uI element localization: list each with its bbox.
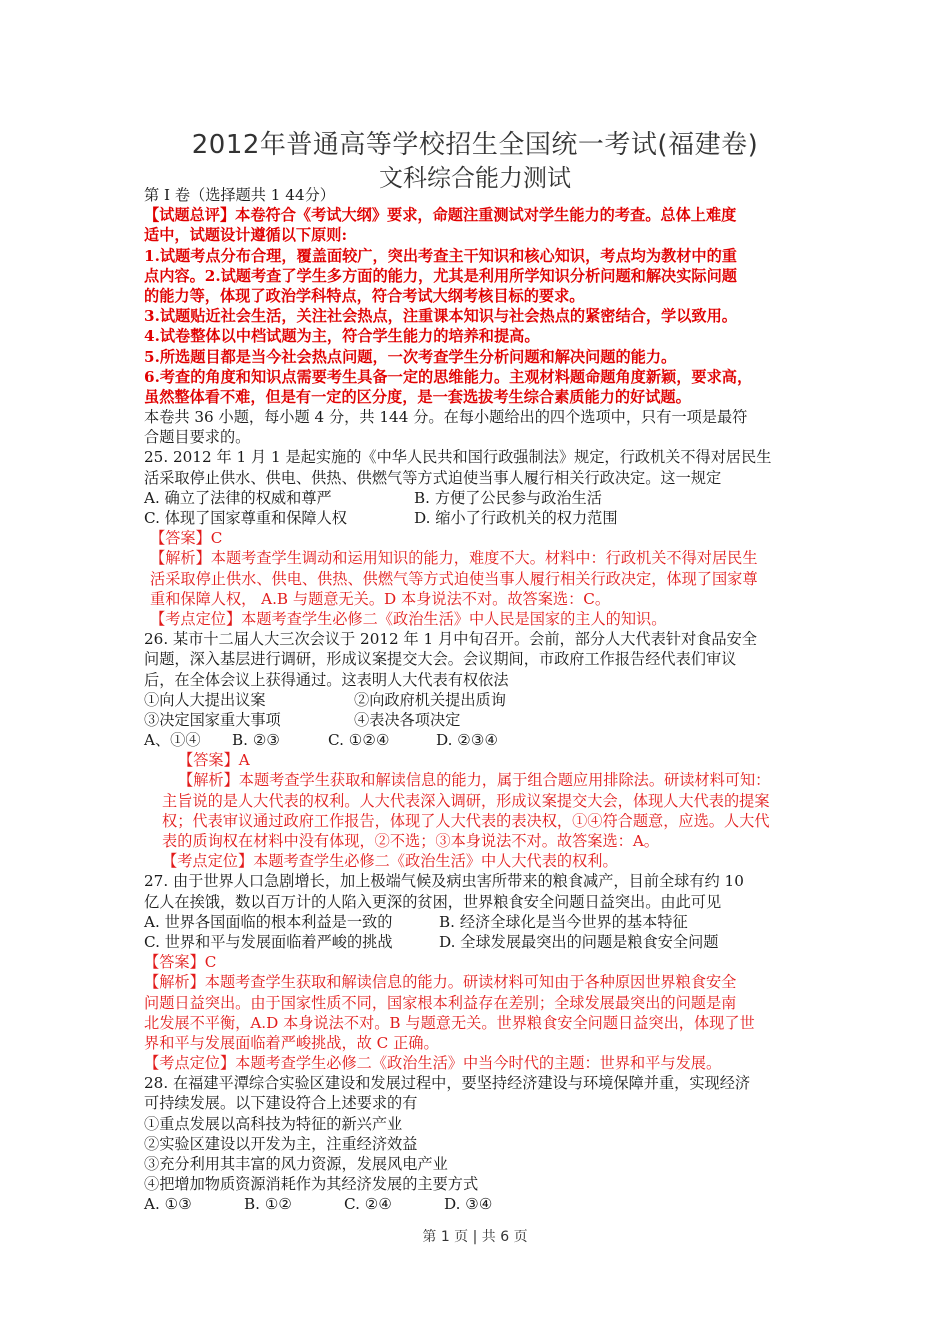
overview-line: 虽然整体看不难，但是有一定的区分度，是一套选拔考生综合素质能力的好试题。 <box>144 387 691 406</box>
instructions-line: 合题目要求的。 <box>144 428 251 447</box>
item-2: ②向政府机关提出质询 <box>354 690 506 709</box>
choice-a: A. ①③ <box>144 1195 192 1214</box>
analysis-line: 北发展不平衡，A.D 本身说法不对。B 与题意无关。世界粮食安全问题日益突出，体现了世 <box>144 1013 755 1032</box>
overview-line: 1.试题考点分布合理，覆盖面较广，突出考查主干知识和核心知识，考点均为教材中的重 <box>144 246 737 265</box>
answer-label: 【答案】C <box>144 953 217 972</box>
analysis-line: 【解析】本题考查学生调动和运用知识的能力，难度不大。材料中：行政机关不得对居民生 <box>150 549 758 568</box>
analysis-line: 权；代表审议通过政府工作报告，体现了人大代表的表决权，①④符合题意，应选。人大代 <box>162 811 770 830</box>
document-title: 2012年普通高等学校招生全国统一考试(福建卷) <box>191 130 759 160</box>
question-25 <box>144 447 824 629</box>
choices-row <box>144 1194 824 1214</box>
choice-d: D. ②③④ <box>436 731 499 750</box>
analysis-line: 主旨说的是人大代表的权利。人大代表深入调研，形成议案提交大会，体现人大代表的提案 <box>162 791 770 810</box>
overview-line: 【试题总评】本卷符合《考试大纲》要求，命题注重测试对学生能力的考查。总体上难度 <box>144 206 737 225</box>
item-1: ①向人大提出议案 <box>144 690 266 709</box>
question-26 <box>144 629 824 871</box>
overview-line: 4.试卷整体以中档试题为主，符合学生能力的培养和提高。 <box>144 327 540 346</box>
key-point: 【考点定位】本题考查学生必修二《政治生活》中人大代表的权利。 <box>162 852 618 871</box>
question-stem: 问题，深入基层进行调研，形成议案提交大会。会议期间，市政府工作报告经代表们审议 <box>144 650 737 669</box>
question-stem: 活采取停止供水、供电、供热、供燃气等方式迫使当事人履行相关行政决定。这一规定 <box>144 468 722 487</box>
section-header: 第 I 卷（选择题共 1 44分） <box>144 186 335 204</box>
question-stem: 26. 某市十二届人大三次会议于 2012 年 1 月中旬召开。会前，部分人大代表针对食品安全 <box>144 630 757 649</box>
question-28 <box>144 1073 824 1214</box>
item-3: ③决定国家重大事项 <box>144 710 281 729</box>
option-b: B. 方便了公民参与政治生活 <box>414 488 602 507</box>
overview-line: 的能力等，体现了政治学科特点，符合考试大纲考核目标的要求。 <box>144 286 585 305</box>
option-a: A. 世界各国面临的根本利益是一致的 <box>144 912 393 931</box>
overview-line: 点内容。2.试题考查了学生多方面的能力，尤其是利用所学知识分析问题和解决实际问题 <box>144 266 737 285</box>
choice-d: D. ③④ <box>444 1195 493 1214</box>
question-stem: 25. 2012 年 1 月 1 是起实施的《中华人民共和国行政强制法》规定，行政机关不得对居民生 <box>144 448 772 467</box>
document-subtitle: 文科综合能力测试 <box>379 164 571 192</box>
analysis-line: 表的质询权在材料中没有体现，②不选；③本身说法不对。故答案选：A。 <box>162 832 659 850</box>
option-a: A. 确立了法律的权威和尊严 <box>144 488 332 507</box>
instructions-line: 本卷共 36 小题，每小题 4 分，共 144 分。在每小题给出的四个选项中，只有一项是最符 <box>144 408 748 427</box>
choice-c: C. ②④ <box>344 1195 392 1214</box>
options-row <box>144 488 824 508</box>
document-body <box>144 185 824 1215</box>
question-stem: 亿人在挨饿，数以百万计的人陷入更深的贫困，世界粮食安全问题日益突出。由此可见 <box>144 892 722 911</box>
overview-line: 5.所选题目都是当今社会热点问题，一次考查学生分析问题和解决问题的能力。 <box>144 347 677 366</box>
analysis-line: 活采取停止供水、供电、供热、供燃气等方式迫使当事人履行相关行政决定，体现了国家尊 <box>150 569 758 588</box>
page-footer: 第 1 页 | 共 6 页 <box>422 1229 528 1245</box>
options-row <box>144 508 824 528</box>
answer-label: 【答案】C <box>150 529 223 548</box>
items-row <box>144 710 824 730</box>
option-b: B. 经济全球化是当今世界的基本特征 <box>439 912 688 931</box>
answer-label: 【答案】A <box>178 751 250 770</box>
question-stem: 后，在全体会议上获得通过。这表明人大代表有权依法 <box>144 670 509 689</box>
key-point: 【考点定位】本题考查学生必修二《政治生活》中人民是国家的主人的知识。 <box>150 609 667 628</box>
item-4: ④把增加物质资源消耗作为其经济发展的主要方式 <box>144 1175 479 1194</box>
choice-a: A、①④ <box>144 731 201 750</box>
option-d: D. 缩小了行政机关的权力范围 <box>414 509 618 527</box>
option-d: D. 全球发展最突出的问题是粮食安全问题 <box>439 932 719 951</box>
options-row <box>144 912 824 932</box>
overview-block <box>144 205 824 407</box>
analysis-line: 界和平与发展面临着严峻挑战，故 C 正确。 <box>144 1033 439 1052</box>
item-3: ③充分利用其丰富的风力资源，发展风电产业 <box>144 1155 448 1173</box>
item-1: ①重点发展以高科技为特征的新兴产业 <box>144 1114 403 1133</box>
item-4: ④表决各项决定 <box>354 710 461 729</box>
analysis-line: 【解析】本题考查学生获取和解读信息的能力，属于组合题应用排除法。研读材料可知： <box>178 771 771 790</box>
choice-b: B. ②③ <box>232 731 281 750</box>
overview-line: 3.试题贴近社会生活，关注社会热点，注重课本知识与社会热点的紧密结合，学以致用。 <box>144 307 737 326</box>
analysis-line: 问题日益突出。由于国家性质不同，国家根本利益存在差别；全球发展最突出的问题是南 <box>144 993 737 1012</box>
option-c: C. 体现了国家尊重和保障人权 <box>144 509 347 527</box>
key-point: 【考点定位】本题考查学生必修二《政治生活》中当今时代的主题：世界和平与发展。 <box>144 1054 722 1073</box>
analysis-line: 重和保障人权， A.B 与题意无关。D 本身说法不对。故答案选：C。 <box>150 589 611 608</box>
item-2: ②实验区建设以开发为主，注重经济效益 <box>144 1134 418 1153</box>
choice-c: C. ①②④ <box>328 731 390 750</box>
overview-line: 6.考查的角度和知识点需要考生具备一定的思维能力。主观材料题命题角度新颖，要求高， <box>144 367 753 386</box>
question-stem: 28. 在福建平潭综合实验区建设和发展过程中，要坚持经济建设与环境保障并重，实现经济 <box>144 1074 751 1093</box>
choice-b: B. ①② <box>244 1195 293 1214</box>
question-stem: 27. 由于世界人口急剧增长，加上极端气候及病虫害所带来的粮食减产，目前全球有约 10 <box>144 872 744 891</box>
option-c: C. 世界和平与发展面临着严峻的挑战 <box>144 932 393 951</box>
question-stem: 可持续发展。以下建设符合上述要求的有 <box>144 1094 418 1113</box>
analysis-line: 【解析】本题考查学生获取和解读信息的能力。研读材料可知由于各种原因世界粮食安全 <box>144 973 737 992</box>
items-row <box>144 690 824 710</box>
choices-row <box>144 730 824 750</box>
question-27 <box>144 871 824 1073</box>
options-row <box>144 932 824 952</box>
overview-line: 适中，试题设计遵循以下原则: <box>144 226 348 245</box>
